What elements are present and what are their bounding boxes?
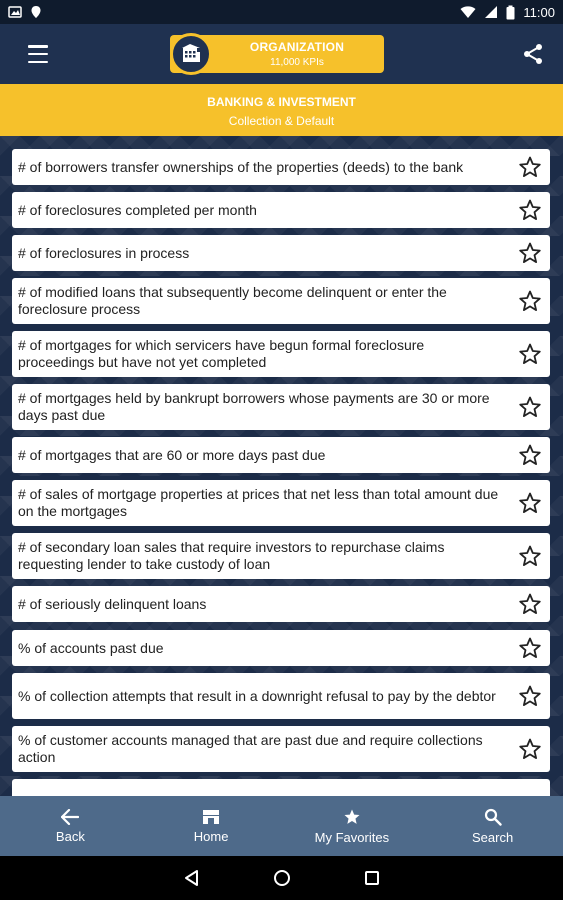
header-title: ORGANIZATION [249,40,345,54]
menu-icon[interactable] [20,42,56,66]
nav-search-button[interactable] [422,796,563,856]
star-outline-icon[interactable] [518,636,542,660]
star-outline-icon[interactable] [518,491,542,515]
battery-icon [506,5,515,20]
location-notification-icon [30,5,42,19]
list-item[interactable] [12,278,550,324]
star-outline-icon[interactable] [518,684,542,708]
bank-icon [170,33,212,75]
back-arrow-icon [61,809,79,825]
list-item[interactable] [12,331,550,377]
nav-favorites-label: My Favorites [314,829,390,845]
nav-home-button[interactable] [141,796,282,856]
list-item-partial[interactable] [12,779,550,796]
system-nav-bar [0,856,563,900]
star-outline-icon[interactable] [518,544,542,568]
star-filled-icon [343,808,361,826]
list-item[interactable] [12,726,550,772]
kpi-text: # of mortgages that are 60 or more days past due [18,446,326,463]
star-outline-icon[interactable] [518,737,542,761]
wifi-icon [460,5,476,19]
kpi-list[interactable] [0,136,563,796]
kpi-text: # of mortgages for which servicers have begun formal foreclosure proceedings but have not yet completed [18,337,425,370]
app-bar [0,24,563,84]
home-icon [202,809,220,825]
kpi-text: % of accounts past due [18,639,164,656]
list-item[interactable] [12,149,550,185]
star-outline-icon[interactable] [518,198,542,222]
list-item[interactable] [12,384,550,430]
star-outline-icon[interactable] [518,443,542,467]
star-outline-icon[interactable] [518,289,542,313]
nav-back-button[interactable] [0,796,141,856]
share-icon[interactable] [521,42,545,66]
nav-favorites-button[interactable] [282,796,423,856]
list-item[interactable] [12,533,550,579]
kpi-text: % of customer accounts managed that are past due and require collections action [18,732,483,765]
kpi-text: # of foreclosures in process [18,244,190,261]
star-outline-icon[interactable] [518,592,542,616]
kpi-text: # of borrowers transfer ownerships of the properties (deeds) to the bank [18,158,464,175]
system-home-button[interactable] [237,869,327,887]
signal-icon [484,5,498,19]
status-time: 11:00 [523,4,555,20]
category-title: BANKING & INVESTMENT [207,95,356,109]
square-recents-icon [364,870,380,886]
search-icon [484,808,502,826]
nav-back-label: Back [55,828,85,844]
list-item[interactable] [12,586,550,622]
list-item[interactable] [12,480,550,526]
circle-home-icon [273,869,291,887]
star-outline-icon[interactable] [518,395,542,419]
kpi-text: # of seriously delinquent loans [18,595,207,612]
status-bar [0,0,563,24]
kpi-text: # of sales of mortgage properties at prices that net less than total amount due on the mortgages [18,486,499,519]
kpi-text: % of collection attempts that result in a downright refusal to pay by the debtor [18,687,496,704]
kpi-text: # of foreclosures completed per month [18,201,257,218]
system-back-button[interactable] [147,869,237,887]
kpi-text: # of secondary loan sales that require investors to repurchase claims requesting lender to take custody of loan [18,539,445,572]
list-item[interactable] [12,673,550,719]
triangle-back-icon [183,869,201,887]
kpi-text: # of modified loans that subsequently become delinquent or enter the foreclosure process [18,284,447,317]
category-banner [0,84,563,136]
system-recents-button[interactable] [327,870,417,886]
list-item[interactable] [12,630,550,666]
list-item[interactable] [12,235,550,271]
star-outline-icon[interactable] [518,342,542,366]
list-item[interactable] [12,437,550,473]
header-subtitle: 11,000 KPIs [270,57,324,68]
list-item[interactable] [12,192,550,228]
star-outline-icon[interactable] [518,155,542,179]
nav-home-label: Home [193,828,229,844]
image-notification-icon [8,5,22,19]
kpi-text: # of mortgages held by bankrupt borrowers whose payments are 30 or more days past due [18,390,490,423]
bottom-nav [0,796,563,856]
star-outline-icon[interactable] [518,241,542,265]
nav-search-label: Search [472,829,514,845]
category-subtitle: Collection & Default [228,114,335,128]
organization-badge[interactable] [170,35,384,73]
